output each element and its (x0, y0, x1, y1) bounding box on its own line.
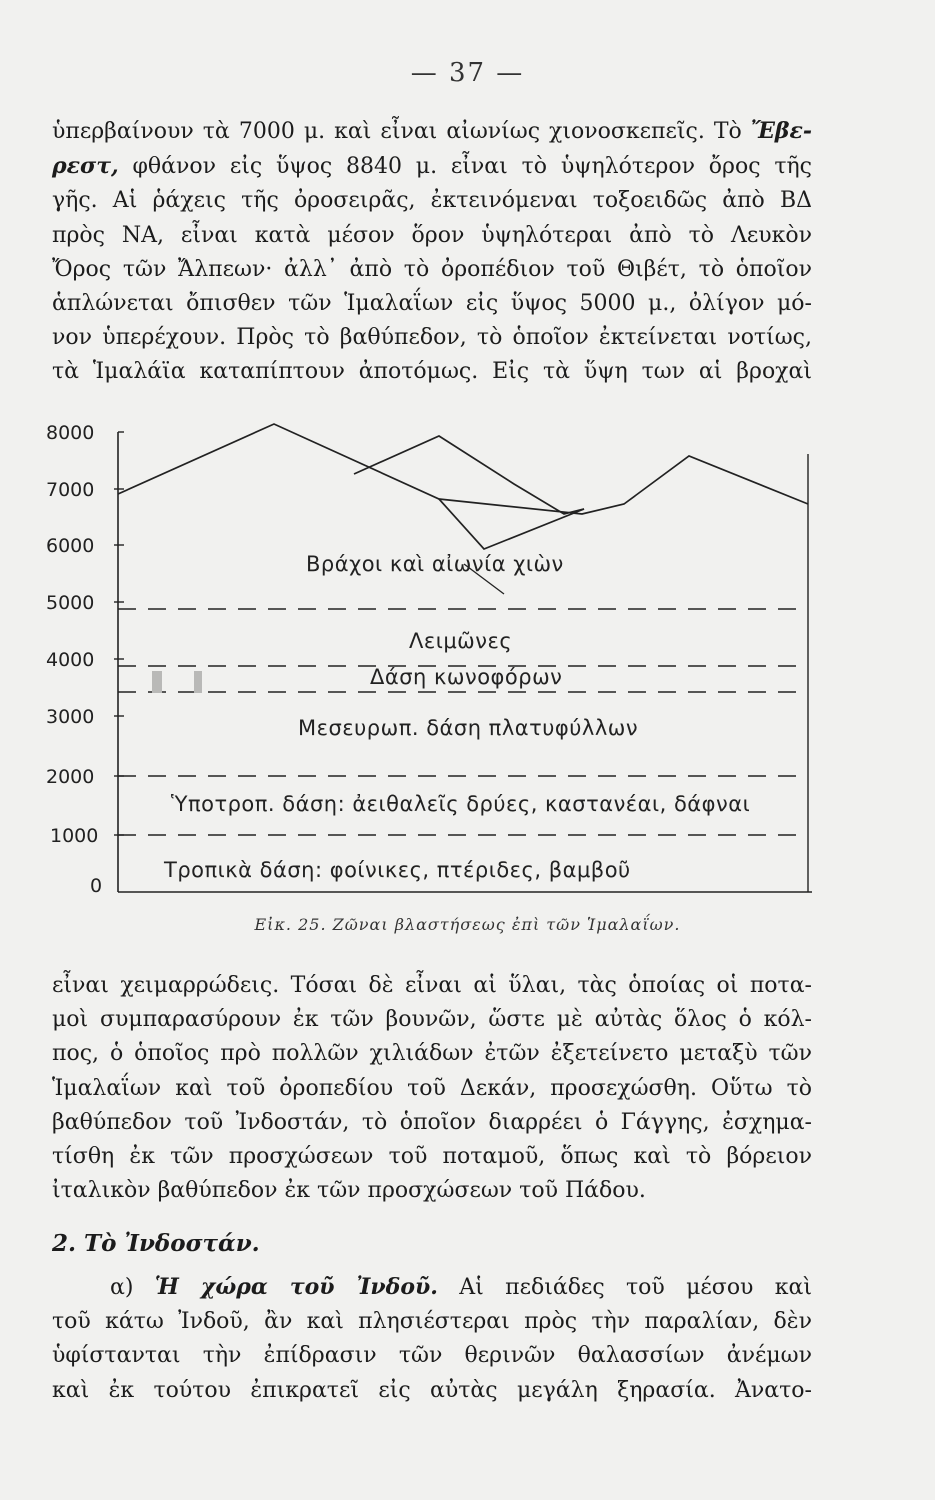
text-line: ρεστ, φθάνον εἰς ὕψος 8840 μ. εἶναι τὸ ὑψηλότερον ὄρος τῆς (52, 153, 812, 180)
text-line: ἰταλικὸν βαθύπεδον ἐκ τῶν προσχώσεων τοῦ Πάδου. (52, 1178, 646, 1204)
zone-meadows-label: Λειμῶνες (409, 629, 513, 653)
zone-tropical-label: Τροπικὰ δάση: φοίνικες, πτέριδες, βαμβοῦ (164, 858, 631, 882)
text-line: τοῦ κάτω Ἰνδοῦ, ἂν καὶ πλησιέστεραι πρὸς τὴν παραλίαν, δὲν (52, 1309, 812, 1335)
section-heading: 2. Τὸ Ἰνδοστάν. (52, 1230, 260, 1257)
subheading: Ἡ χώρα τοῦ Ἰνδοῦ. (154, 1274, 438, 1300)
bottom-paragraph (52, 969, 812, 1208)
y-label-4000: 4000 (46, 649, 95, 671)
text-line: νον ὑπερέχουν. Πρὸς τὸ βαθύπεδον, τὸ ὁποῖον ἐκτείνεται νοτίως, (52, 325, 812, 351)
text-line: τὰ Ἱμαλάϊα καταπίπτουν ἀποτόμως. Εἰς τὰ ὕψη των αἱ βροχαὶ (52, 359, 812, 385)
top-paragraph (52, 114, 812, 390)
text-line: ὑφίστανται τὴν ἐπίδρασιν τῶν θερινῶν θαλασσίων ἀνέμων (52, 1343, 812, 1369)
figure-svg (44, 414, 824, 904)
section-paragraph (52, 1270, 812, 1408)
y-label-7000: 7000 (46, 479, 95, 501)
y-label-1000: 1000 (50, 825, 99, 847)
figure-caption: Εἰκ. 25. Ζῶναι βλαστήσεως ἐπὶ τῶν Ἱμαλαΐων. (254, 915, 681, 934)
text-line: βαθύπεδον τοῦ Ἰνδοστάν, τὸ ὁποῖον διαρρέει ὁ Γάγγης, ἐσχημα- (52, 1109, 812, 1135)
page-number: — 37 — (410, 58, 525, 88)
y-label-3000: 3000 (46, 706, 95, 728)
zone-subtropical-label: Ὑποτροπ. δάση: ἀειθαλεῖς δρύες, καστανέαι, δάφναι (171, 792, 751, 816)
text-line: ὑπερβαίνουν τὰ 7000 μ. καὶ εἶναι αἰωνίως χιονοσκεπεῖς. Τὸ Ἔβε- (52, 118, 812, 144)
text-line: ἁπλώνεται ὄπισθεν τῶν Ἱμαλαΐων εἰς ὕψος 5000 μ., ὀλίγον μό- (52, 291, 812, 317)
text-line: καὶ ἐκ τούτου ἐπικρατεῖ εἰς αὐτὰς μεγάλη ξηρασία. Ἀνατο- (52, 1377, 812, 1403)
zone-conifers-label: Δάση κωνοφόρων (370, 665, 563, 689)
text-line: Ἱμαλαΐων καὶ τοῦ ὀροπεδίου τοῦ Δεκάν, προσεχώσθη. Οὕτω τὸ (52, 1075, 812, 1101)
text-line: γῆς. Αἱ ῥάχεις τῆς ὀροσειρᾶς, ἐκτεινόμεναι τοξοειδῶς ἀπὸ ΒΔ (52, 188, 812, 214)
y-label-8000: 8000 (46, 422, 95, 444)
text-line: πρὸς ΝΑ, εἶναι κατὰ μέσον ὅρον ὑψηλότεραι ἀπὸ τὸ Λευκὸν (52, 222, 812, 248)
text-line: Ὄρος τῶν Ἄλπεων· ἀλλ᾽ ἀπὸ τὸ ὀροπέδιον τοῦ Θιβέτ, τὸ ὁποῖον (52, 256, 812, 282)
vegetation-zones-figure (44, 414, 824, 904)
ink-smudge (152, 671, 162, 693)
text-line: εἶναι χειμαρρώδεις. Τόσαι δὲ εἶναι αἱ ὕλαι, τὰς ὁποίας οἱ ποτα- (52, 973, 812, 998)
y-label-5000: 5000 (46, 592, 95, 614)
subheading-prefix: α) (110, 1275, 155, 1300)
y-label-2000: 2000 (46, 766, 95, 788)
text-line: πος, ὁ ὁποῖος πρὸ πολλῶν χιλιάδων ἐτῶν ἐξετείνετο μεταξὺ τῶν (52, 1041, 812, 1067)
text-line: α) Ἡ χώρα τοῦ Ἰνδοῦ. Αἱ πεδιάδες τοῦ μέσου καὶ (110, 1274, 812, 1300)
zone-broadleaf-label: Μεσευρωπ. δάση πλατυφύλλων (298, 716, 639, 740)
mountain-profile-front (118, 424, 808, 514)
ink-smudge (194, 671, 202, 693)
y-label-0: 0 (90, 875, 103, 897)
y-label-6000: 6000 (46, 535, 95, 557)
text-line: τίσθη ἐκ τῶν προσχώσεων τοῦ ποταμοῦ, ὅπως καὶ τὸ βόρειον (52, 1144, 812, 1170)
zone-rocks-label: Βράχοι καὶ αἰωνία χιὼν (306, 552, 564, 576)
text-line: μοὶ συμπαρασύρουν ἐκ τῶν βουνῶν, ὥστε μὲ αὐτὰς ὅλος ὁ κόλ- (52, 1007, 812, 1033)
